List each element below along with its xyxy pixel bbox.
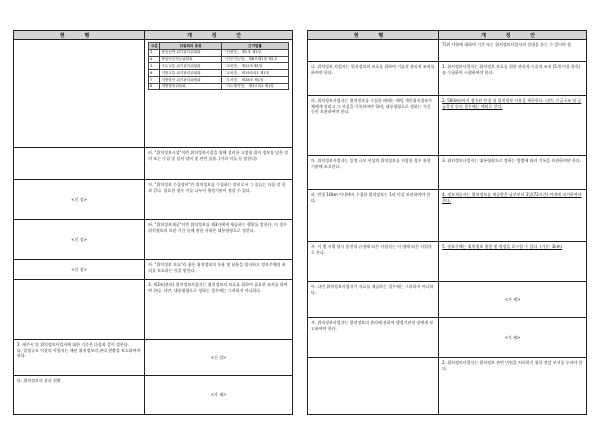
proposed-text: 5. 정보주체는 위치정보 열람 및 정정을 요구할 수 있다. (기준: 3km) (442, 244, 563, 249)
current-cell (308, 40, 439, 62)
committee-row (149, 63, 289, 70)
current-cell: <신 설> (14, 260, 145, 280)
committee-law: 「교육법」 제12조제1항 (221, 63, 288, 70)
proposed-cell: 3. 제3조(관리) 위치정보사업자는 위치정보의 보호를 위하여 필요한 조치를 하여야 한다. 다만, 대통령령으로 정하는 경우에는 그러하지 아니하다. (145, 280, 293, 340)
committee-no: 6 (149, 70, 160, 77)
committee-row (149, 70, 289, 77)
committee-row (149, 76, 289, 83)
current-cell: 사. 이 법 시행 당시 종전의 규정에 따른 사업자는 이 법에 따른 사업자로 본다. (308, 242, 439, 282)
committee-table-header: 근거법률 (221, 43, 288, 50)
committee-no: 4 (149, 56, 160, 63)
current-cell (14, 340, 145, 376)
committee-no: 7 (149, 76, 160, 83)
committee-no: 8 (149, 83, 160, 90)
current-cell: <신 설> (14, 180, 145, 220)
proposed-cell (439, 190, 587, 242)
current-cell: 마. 위치정보사업자는 일정 규모 이상의 위치정보를 저장한 경우 관할 기관에 보고한다. (308, 156, 439, 190)
current-cell (308, 358, 439, 415)
proposed-cell: <신 설> (145, 340, 293, 376)
proposed-cell: 7)위 사항에 대하여 기간 또는 위치정보사업자의 설명을 듣는 수 있어야 함 (439, 40, 587, 62)
proposed-cell (439, 242, 587, 282)
committee-row (149, 83, 289, 90)
committee-name: 지방항만 위기관리위원회 (160, 76, 222, 83)
proposed-text: 4. 정보제공자는 위치정보를 제공받은 날로부터 3일(72시간) 이내에 파기하여야 한다. (442, 192, 582, 203)
committee-table-header: 위원회의 종류 (160, 43, 222, 50)
proposed-text: 2. 50(km)까지 접속된 반경 내 위치정보 사용을 제한한다. 다만, 긴급구조 및 공공목적 등의 경우에는 예외로 한다. (442, 98, 582, 109)
proposed-cell (439, 96, 587, 156)
committee-row (149, 56, 289, 63)
committee-table (148, 42, 289, 90)
proposed-cell: 마. "위치정보 수집장비"란 위치정보를 수집하는 장비로서 그 종류는 다음 각 목과 같다. 필요한 경우 이를 나누어 행정기관이 정할 수 있다. (145, 180, 293, 220)
current-cell (14, 280, 145, 340)
proposed-cell: 사. "위치정보 보호"라 함은 위치정보의 오용 및 남용을 방지하고 정보주체의 권리를 보호하는 것을 말한다. (145, 260, 293, 280)
proposed-column-header: 개 정 안 (145, 31, 293, 40)
current-cell: 라. 위치정보사업자는 위치정보를 수집한 때에는 해당 개인위치정보주체에게 알리고 그 사실을 기록하여야 하며, 대통령령으로 정하는 기간 동안 보관하여야 한다. (308, 96, 439, 156)
current-column-header: 현 행 (308, 31, 439, 40)
committee-law: 「선원법」 제2조 제1항 (221, 49, 288, 56)
proposed-cell (145, 40, 293, 148)
committee-law: 「지도제작법」 제3조의2 제1항 (221, 83, 288, 90)
current-text: 2. 제주시 및 위치정보사업자에 대한 기준은 다음과 같이 정한다. 다. 일정규모 이상의 사업자는 매년 위치정보의 관리 현황을 보고하여야 한다. (17, 342, 141, 359)
current-cell: 아. 다만 위치정보사업자가 자료를 제공하는 경우에는 그러하지 아니하다. (308, 282, 439, 318)
committee-name: 국토교통 위기관리위원회 (160, 63, 222, 70)
committee-name: 중앙인공지능위원회 (160, 56, 222, 63)
left-comparison-page (13, 30, 293, 415)
committee-law: 「인공지능법」 제8조제1항 제1호 (221, 56, 288, 63)
committee-no: 5 (149, 63, 160, 70)
current-cell: 다. 위치정보의 관리 현황 (14, 376, 145, 415)
proposed-cell: 2. 위치정보사업자는 위치정보 관련 민원을 처리하기 위한 전담 부서를 두어야 한다. (439, 358, 587, 415)
proposed-cell: <가 제> (439, 282, 587, 318)
proposed-cell: 라. "위치정보시설"이란 위치정보시설을 위해 설비한 고정형 위치 정보를 담은 장비 또는 수집 및 설치 장비 및 관련 물품. (이하 이를 등 말한다) (145, 148, 293, 180)
committee-name: 지방교통 위기관리위원회 (160, 70, 222, 77)
current-cell (14, 148, 145, 180)
committee-no: 3 (149, 49, 160, 56)
committee-name: 중앙선박 위기관리위원회 (160, 49, 222, 56)
current-column-header: 현 행 (14, 31, 145, 40)
proposed-cell: 1. 위치정보사업자는 위치정보 보호를 위한 관리적·기술적 조치 (5개 이상 항목)를 수립하여 시행하여야 한다. (439, 62, 587, 96)
committee-table-header: 구분 (149, 43, 160, 50)
proposed-column-header: 개 정 안 (439, 31, 587, 40)
current-cell: 자. 위치정보사업자는 위치정보의 관리에 관하여 행정기관의 장에게 보고하여야 한다. (308, 318, 439, 358)
committee-law: 「도서법」 제38조 제1항 (221, 76, 288, 83)
right-comparison-page (307, 30, 587, 415)
proposed-cell: 바. "위치정보제공"이란 위치정보를 제3자에게 제공하는 행위를 말한다. 이 경우 위치정보의 보관 기간 등에 관한 사항은 대통령령으로 정한다. (145, 220, 293, 260)
proposed-cell: <가 제> (439, 318, 587, 358)
right-comparison-table (307, 30, 587, 415)
proposed-cell: 3. 위치정보사업자는 대통령령으로 정하는 방법에 따라 기록을 보관하여야 한다. (439, 156, 587, 190)
current-cell: 다. 위치정보 사업자는 위치정보의 보호를 위하여 기술적 관리적 조치를 하여야 한다. (308, 62, 439, 96)
proposed-cell: <가 제> (145, 376, 293, 415)
current-cell (14, 40, 145, 148)
current-cell: 바. 반경 10km 이내에서 수집한 위치정보는 1년 이상 보관하여야 한다. (308, 190, 439, 242)
left-comparison-table (13, 30, 293, 415)
committee-name: 개별행정위원회 (160, 83, 222, 90)
committee-row (149, 49, 289, 56)
committee-law: 「교육법」 제19조의1 제1항 (221, 70, 288, 77)
current-cell: <신 설> (14, 220, 145, 260)
